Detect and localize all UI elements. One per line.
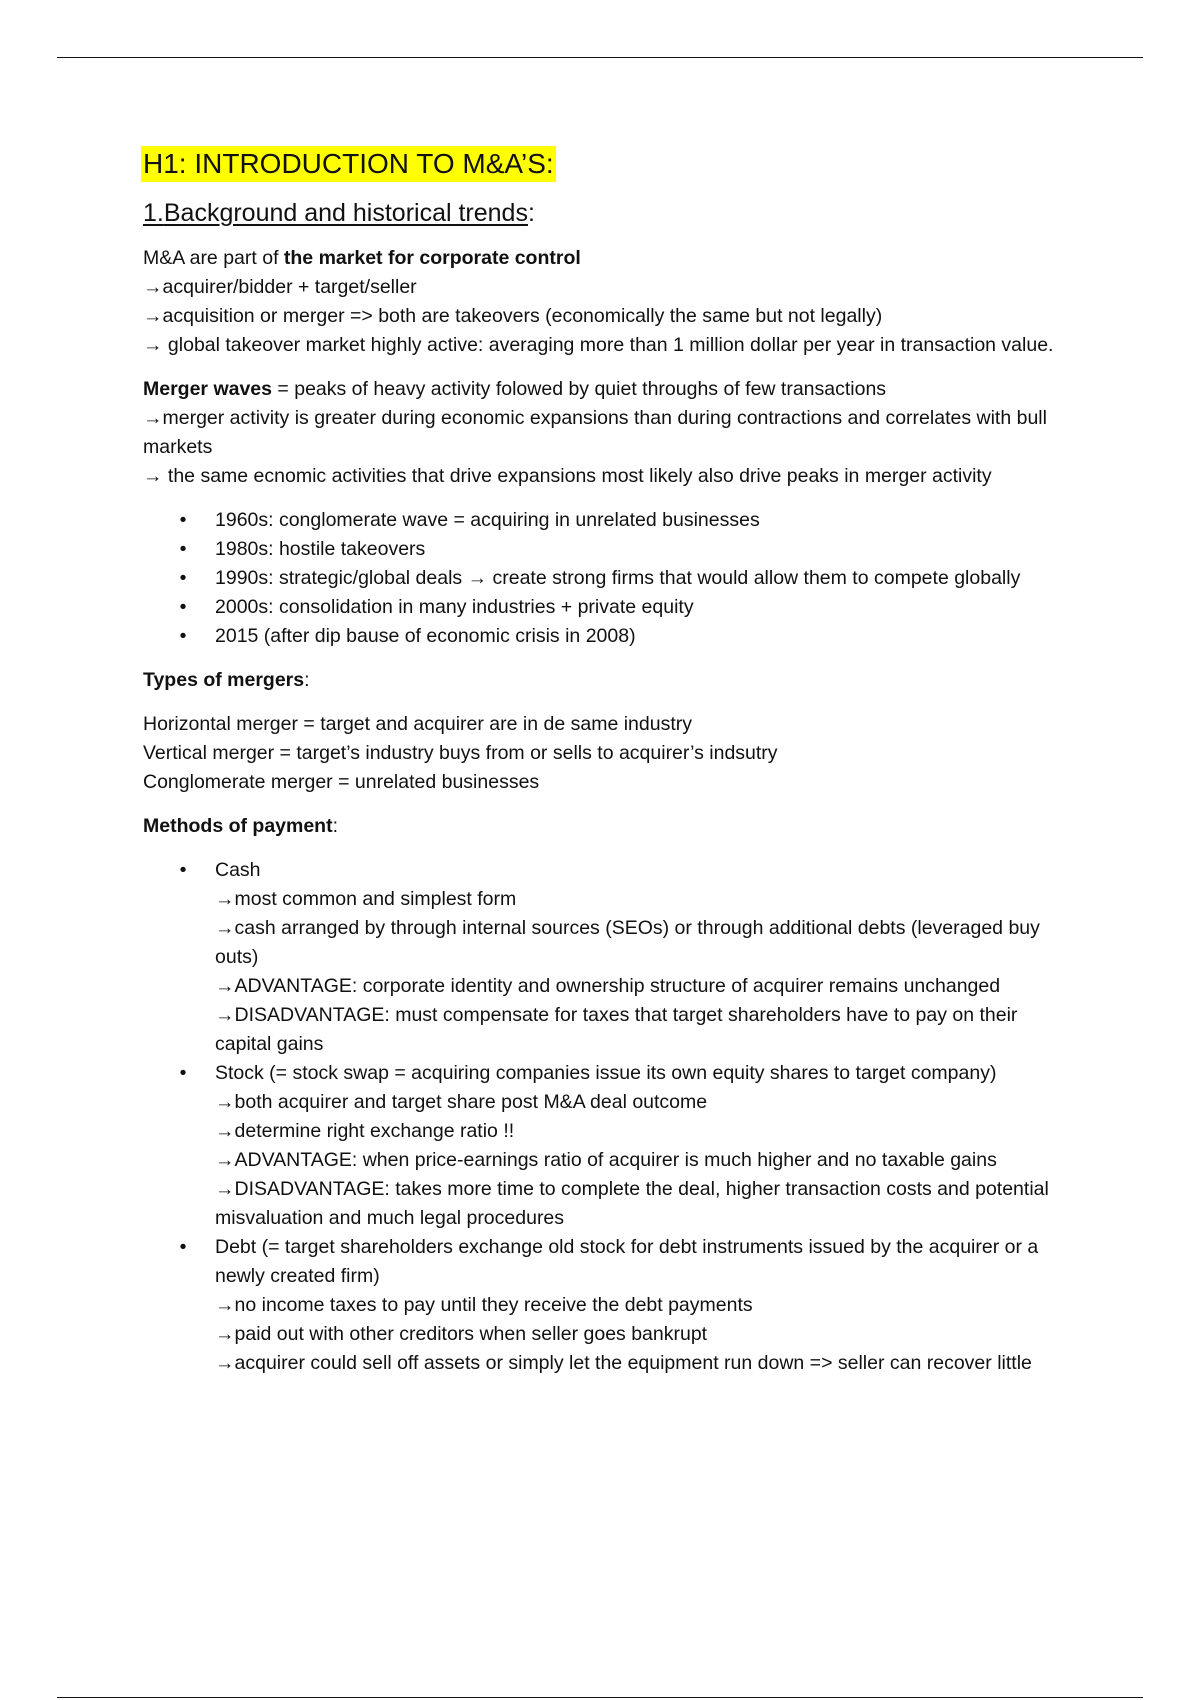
history-list <box>143 506 1058 651</box>
intro-line-3: →acquisition or merger => both are takeovers (economically the same but not legally) <box>143 305 883 327</box>
intro-paragraph <box>143 244 1058 360</box>
horizontal-merger: Horizontal merger = target and acquirer are in de same industry <box>143 713 692 735</box>
list-item <box>143 535 1058 564</box>
list-item <box>143 506 1058 535</box>
intro-line-1-text: M&A are part of <box>143 247 284 269</box>
payment-list <box>143 856 1058 1378</box>
bullet-icon: • <box>179 538 187 560</box>
debt-title: Debt (= target shareholders exchange old stock for debt instruments issued by the acquirer or a newly created firm) <box>215 1236 1039 1287</box>
intro-line-2: →acquirer/bidder + target/seller <box>143 276 417 298</box>
bottom-rule <box>57 1697 1143 1698</box>
types-heading <box>143 666 1058 695</box>
stock-title: Stock (= stock swap = acquiring companies issue its own equity shares to target company) <box>215 1062 997 1084</box>
intro-line-1 <box>143 244 1058 273</box>
payment-heading-text: Methods of payment <box>143 815 333 837</box>
types-heading-suffix: : <box>304 669 310 691</box>
stock-line-1: →both acquirer and target share post M&A deal outcome <box>215 1091 708 1113</box>
intro-line-4: → global takeover market highly active: averaging more than 1 million dollar per year in transaction value. <box>143 334 1054 356</box>
stock-line-4: →DISADVANTAGE: takes more time to complete the deal, higher transaction costs and potential misvaluation and much legal procedures <box>215 1178 1049 1229</box>
waves-line-2: →merger activity is greater during economic expansions than during contractions and correlates with bull markets <box>143 407 1047 458</box>
bullet-icon: • <box>179 1236 187 1258</box>
list-item-cash <box>143 856 1058 1059</box>
chapter-title: H1: INTRODUCTION TO M&A’S: <box>141 146 556 182</box>
conglomerate-merger: Conglomerate merger = unrelated businesses <box>143 771 540 793</box>
waves-definition: = peaks of heavy activity folowed by quiet throughs of few transactions <box>272 378 887 400</box>
history-item-text: 1960s: conglomerate wave = acquiring in unrelated businesses <box>215 509 760 531</box>
bullet-icon: • <box>179 625 187 647</box>
list-item <box>143 622 1058 651</box>
section-suffix: : <box>527 199 535 227</box>
types-paragraph <box>143 710 1058 797</box>
payment-heading-suffix: : <box>332 815 339 837</box>
cash-line-2: →cash arranged by through internal sources (SEOs) or through additional debts (leveraged buy outs) <box>215 917 1040 968</box>
list-item <box>143 593 1058 622</box>
history-item-text: 1980s: hostile takeovers <box>215 538 426 560</box>
cash-line-1: →most common and simplest form <box>215 888 517 910</box>
debt-line-3: →acquirer could sell off assets or simply let the equipment run down => seller can recover little <box>215 1352 1032 1374</box>
stock-line-2: →determine right exchange ratio !! <box>215 1120 515 1142</box>
bullet-icon: • <box>179 1062 187 1084</box>
waves-line-1 <box>143 375 1058 404</box>
section-number: 1. <box>143 199 164 227</box>
section-title: Background and historical trends <box>163 199 528 227</box>
intro-line-1-bold: the market for corporate control <box>283 247 581 269</box>
history-item-text: 2000s: consolidation in many industries + private equity <box>215 596 694 618</box>
cash-line-4: →DISADVANTAGE: must compensate for taxes that target shareholders have to pay on their capital gains <box>215 1004 1018 1055</box>
top-rule <box>57 57 1143 58</box>
types-heading-text: Types of mergers <box>143 669 305 691</box>
cash-line-3: →ADVANTAGE: corporate identity and ownership structure of acquirer remains unchanged <box>215 975 1001 997</box>
bullet-icon: • <box>179 509 187 531</box>
debt-line-2: →paid out with other creditors when seller goes bankrupt <box>215 1323 708 1345</box>
waves-line-3: → the same ecnomic activities that drive expansions most likely also drive peaks in merger activity <box>143 465 992 487</box>
debt-line-1: →no income taxes to pay until they receive the debt payments <box>215 1294 753 1316</box>
stock-line-3: →ADVANTAGE: when price-earnings ratio of acquirer is much higher and no taxable gains <box>215 1149 997 1171</box>
cash-title: Cash <box>215 859 261 881</box>
list-item <box>143 564 1058 593</box>
history-item-text: 1990s: strategic/global deals → create strong firms that would allow them to compete globally <box>215 567 1021 589</box>
payment-heading <box>143 812 1058 841</box>
section-heading <box>143 196 1058 230</box>
bullet-icon: • <box>179 567 187 589</box>
waves-term: Merger waves <box>143 378 272 400</box>
list-item-debt <box>143 1233 1058 1378</box>
list-item-stock <box>143 1059 1058 1233</box>
merger-waves-paragraph <box>143 375 1058 491</box>
vertical-merger: Vertical merger = target’s industry buys from or sells to acquirer’s indsutry <box>143 742 778 764</box>
bullet-icon: • <box>179 596 187 618</box>
history-item-text: 2015 (after dip bause of economic crisis in 2008) <box>215 625 636 647</box>
bullet-icon: • <box>179 859 187 881</box>
document-body <box>143 146 1058 1393</box>
